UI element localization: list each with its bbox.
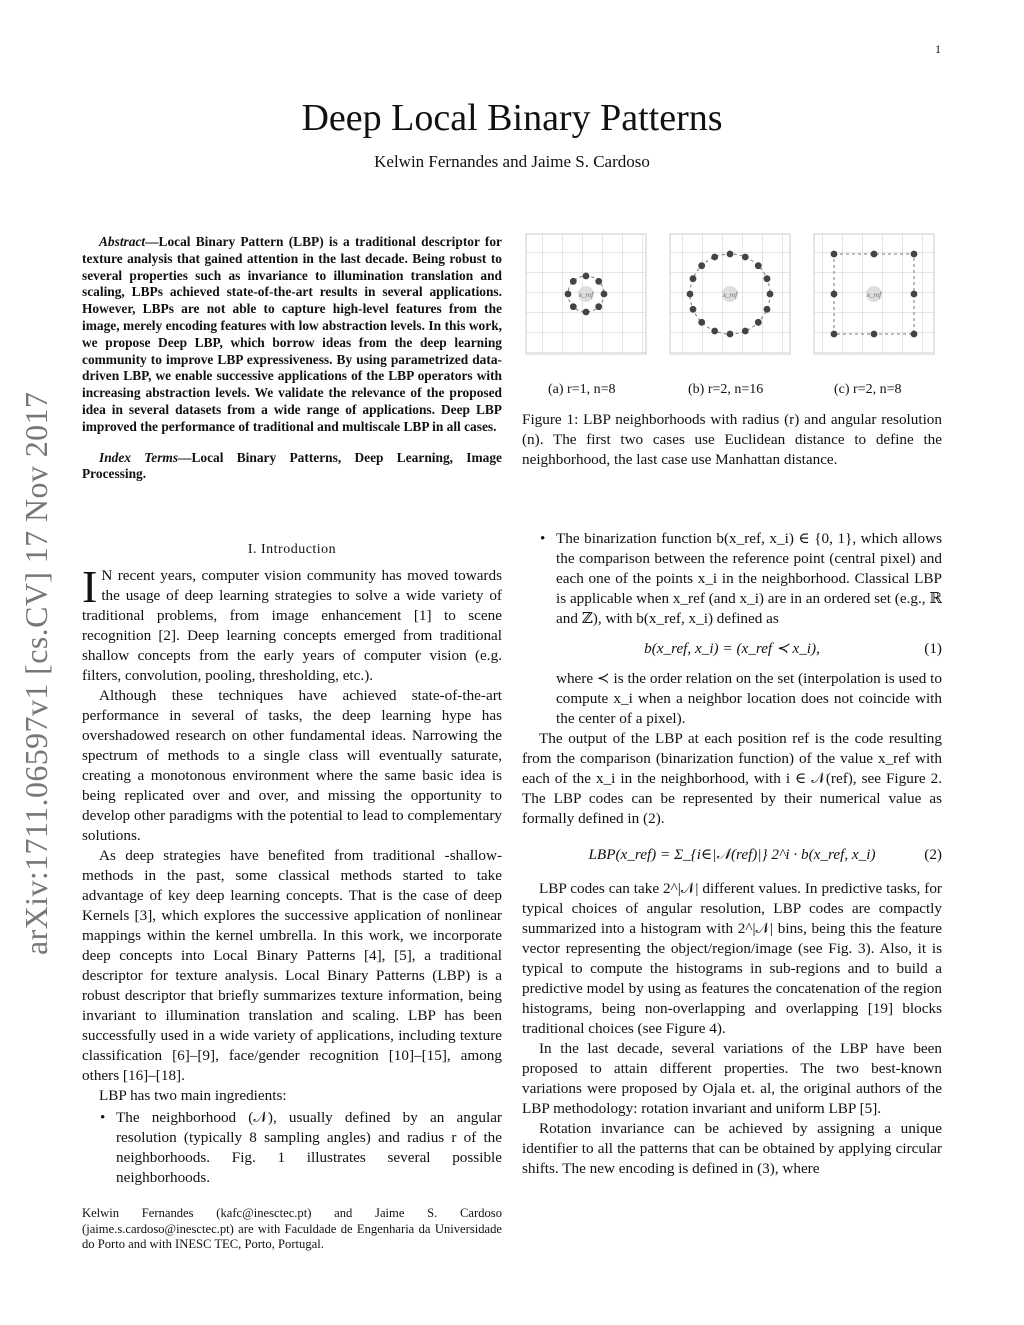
page-number: 1: [935, 42, 941, 56]
lbp-output-paragraph: The output of the LBP at each position ref is the code resulting from the comparison (binarization function) of the value x_ref with each of the x_i in the neighborhood, with i ∈ 𝒩(ref), see Figure 2. The LBP codes can be represented by their numerical value as formally defined in (2).: [522, 730, 942, 827]
drop-cap: I: [82, 561, 98, 612]
lbp-codes-paragraph: LBP codes can take 2^|𝒩| different values. In predictive tasks, for typical choices of angular resolution, LBP codes are compactly summarized into a histogram with 2^|𝒩| bins, being this the feature vector representing the object/region/image (see Fig. 3). Also, it is typical to compute the histograms in sub-regions and to build a predictive model by using as features the concatenation of the region histograms, being non-overlapping and overlapping [19] blocks traditional choices (see Figure 4).: [522, 880, 942, 1037]
index-terms-text: —Local Binary Patterns, Deep Learning, Image Processing.: [82, 449, 502, 482]
variations-paragraph: In the last decade, several variations of the LBP have been proposed to attain different properties. The two best-known variations were proposed by Ojala et. al, the original authors of the LBP methodology: rotation invariant and uniform LBP [5].: [522, 1040, 942, 1117]
ingredient-list-continued: [522, 529, 942, 629]
equation-1-body: b(x_ref, x_i) = (x_ref ≺ x_i),: [644, 640, 820, 657]
equation-1-number: (1): [924, 640, 942, 657]
intro-paragraph-4: LBP has two main ingredients:: [99, 1087, 287, 1104]
section-heading: I. Introduction: [247, 542, 337, 557]
lbp-neighborhood-diagrams: [522, 232, 942, 358]
panel-a: [526, 234, 646, 354]
subcaption-a: (a) r=1, n=8: [548, 382, 616, 397]
equation-1: [522, 639, 942, 659]
equation-2: [522, 845, 942, 865]
figure-1: [522, 232, 942, 363]
center-label-b: x_ref: [722, 291, 738, 299]
bullet-neighborhood: • The neighborhood (𝒩), usually defined by an angular resolution (typically 8 sampling angles) and radius r of the neighborhoods. Fig. 1 illustrates several possible neighborhoods.: [82, 1108, 502, 1188]
paper-authors: Kelwin Fernandes and Jaime S. Cardoso: [374, 152, 650, 171]
after-equation-1: where ≺ is the order relation on the set (interpolation is used to compute x_i when a neighbor location does not coincide with the center of a pixel).: [556, 670, 942, 727]
panel-c: [814, 234, 934, 354]
center-label-c: x_ref: [866, 291, 882, 299]
equation-2-number: (2): [924, 846, 942, 863]
equation-2-body: LBP(x_ref) = Σ_{i∈|𝒩(ref)|} 2^i · b(x_ref, x_i): [588, 846, 876, 863]
intro-paragraph-3: As deep strategies have benefited from traditional -shallow-methods in the past, some classical methods started to take advantage of key deep learning concepts. That is the case of deep Kernels [3], which explores the successive application of nonlinear mappings within the kernel umbrella. In this work, we incorporate deep concepts into Local Binary Patterns [4], [5], a traditional descriptor for texture analysis. Local Binary Patterns (LBP) is a robust descriptor that briefly summarizes texture information, being invariant to illumination translation and scaling. LBP has been successfully used in a wide variety of applications, including texture classification [6]–[9], face/gender recognition [10]–[15], among others [16]–[18].: [82, 847, 502, 1084]
panel-b: [670, 234, 790, 354]
left-column: [82, 540, 502, 1188]
abstract-text: —Local Binary Pattern (LBP) is a traditional descriptor for texture analysis that gained attention in the last decade. Being robust to several properties such as invariance to illumination translation and scaling, LBPs achieved state-of-the-art results in several applications. However, LBPs are not able to capture high-level features from the image, merely encoding features with low abstraction levels. In this work, we propose Deep LBP, which borrow ideas from the deep learning community to improve LBP expressiveness. By using parametrized data-driven LBP, we enable successive applications of the LBP operators with increasing abstraction levels. We validate the relevance of the proposed idea in several datasets from a wide range of applications. Deep LBP improved the performance of traditional and multiscale LBP in all cases.: [82, 234, 502, 434]
index-terms-label: Index Terms: [99, 449, 179, 465]
intro-paragraph-1: N recent years, computer vision community has moved towards the usage of deep learning strategies to solve a wide variety of traditional problems, from image enhancement [1] to scene recognition [2]. Deep learning concepts emerged from traditional shallow concepts from the early years of computer vision (e.g. filters, convolution, pooling, thresholding, etc.).: [82, 567, 502, 684]
arxiv-stamp: arXiv:1711.06597v1 [cs.CV] 17 Nov 2017: [18, 391, 54, 955]
figure-1-caption: Figure 1: LBP neighborhoods with radius (r) and angular resolution (n). The first two cases use Euclidean distance to define the neighborhood, the last case use Manhattan distance.: [522, 411, 942, 468]
abstract-label: Abstract: [99, 234, 146, 249]
ingredient-list: [82, 1108, 502, 1188]
subcaption-b: (b) r=2, n=16: [688, 382, 764, 397]
abstract-block: [82, 234, 502, 483]
footnote: Kelwin Fernandes (kafc@inesctec.pt) and Jaime S. Cardoso (jaime.s.cardoso@inesctec.pt) are with Faculdade de Engenharia da Universidade do Porto and with INESC TEC, Porto, Portugal.: [82, 1206, 502, 1251]
right-column: [522, 527, 942, 1179]
center-label-a: x_ref: [578, 291, 594, 299]
rotation-invariance-paragraph: Rotation invariance can be achieved by assigning a unique identifier to all the patterns that can be obtained by applying circular shifts. The new encoding is defined in (3), where: [522, 1120, 942, 1177]
subcaption-c: (c) r=2, n=8: [834, 382, 902, 397]
intro-paragraph-2: Although these techniques have achieved state-of-the-art performance in several of tasks, the deep learning hype has overshadowed research on other fundamental ideas. Narrowing the spectrum of methods to a single class will eventually saturate, creating a monotonous environment where the same basic idea is being replicated over and over, and missing the opportunity to develop other paradigms with the potential to lead to complementary solutions.: [82, 687, 502, 844]
bullet-binarization: • The binarization function b(x_ref, x_i) ∈ {0, 1}, which allows the comparison between the reference point (central pixel) and each one of the points x_i in the neighborhood. Classical LBP is applicable when x_ref (and x_i) are in an ordered set (e.g., ℝ and ℤ), with b(x_ref, x_i) defined as: [522, 529, 942, 629]
paper-title: Deep Local Binary Patterns: [301, 97, 723, 139]
